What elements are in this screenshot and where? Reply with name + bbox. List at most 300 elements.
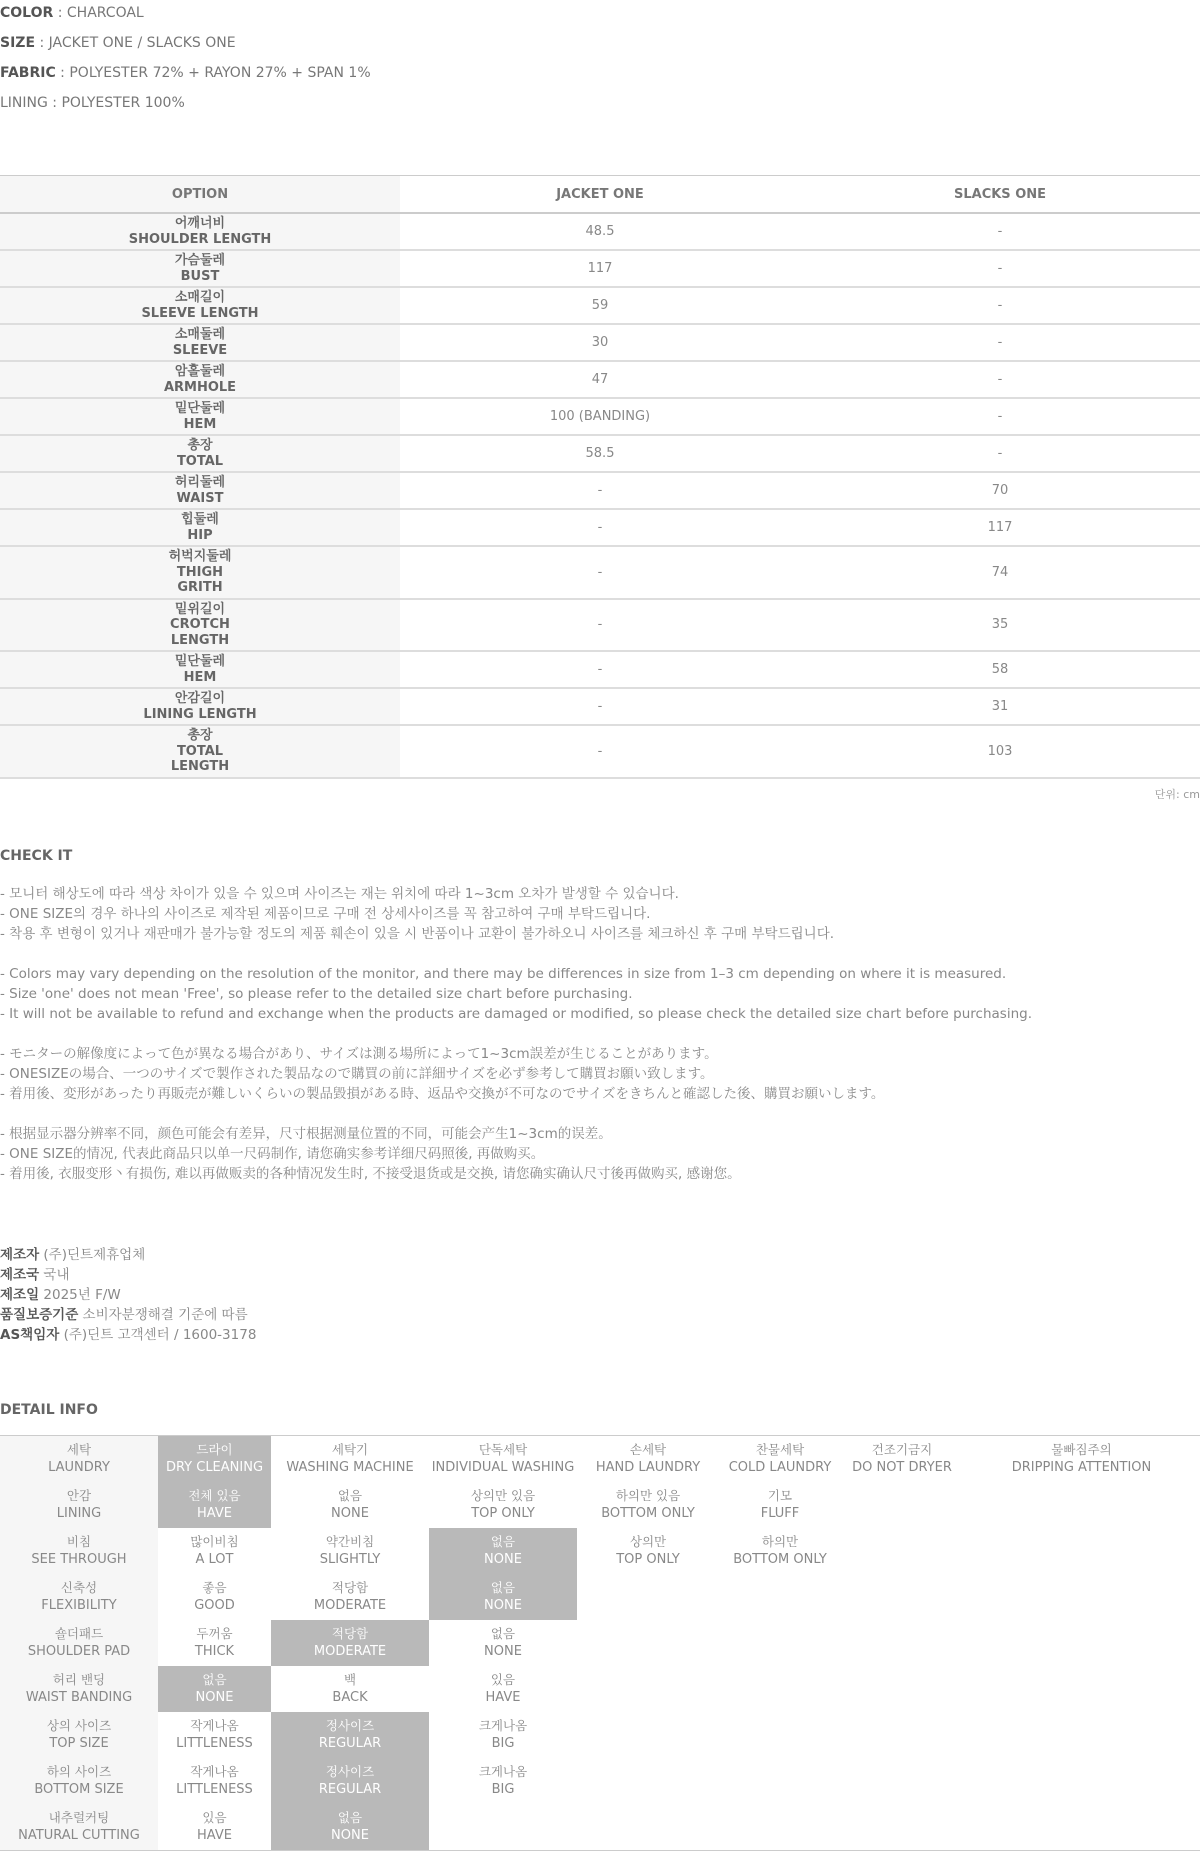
- detail-row-label: [0, 1666, 158, 1712]
- detail-option-selected: [271, 1758, 429, 1804]
- slacks-value: 74: [800, 546, 1200, 599]
- detail-empty-cell: [719, 1620, 841, 1666]
- note-line: - Size 'one' does not mean 'Free', so please refer to the detailed size chart before purchasing.: [0, 986, 633, 1002]
- detail-option-en: COLD LAUNDRY: [728, 1460, 832, 1475]
- detail-row-label: [0, 1436, 158, 1483]
- detail-option-en: SLIGHTLY: [319, 1552, 381, 1567]
- detail-option-kr: 적당함: [331, 1580, 369, 1595]
- size-row: [0, 472, 1200, 509]
- detail-label-kr: 비침: [66, 1534, 92, 1549]
- header-slacks: SLACKS ONE: [800, 176, 1200, 214]
- detail-label-en: TOP SIZE: [49, 1736, 109, 1751]
- detail-option: [577, 1436, 719, 1483]
- size-row: [0, 599, 1200, 652]
- size-row: [0, 509, 1200, 546]
- detail-option-kr: 전체 있음: [188, 1488, 241, 1503]
- detail-option-en: NONE: [195, 1690, 234, 1705]
- detail-empty-cell: [719, 1712, 841, 1758]
- detail-empty-cell: [577, 1758, 719, 1804]
- detail-option-en: NONE: [331, 1828, 369, 1843]
- size-row-option: [0, 599, 400, 652]
- detail-empty-cell: [841, 1758, 963, 1804]
- note-line: - It will not be available to refund and exchange when the products are damaged or modified, so please check the detailed size chart before purchasing.: [0, 1006, 1032, 1022]
- size-row-option: [0, 509, 400, 546]
- option-name-kr: 총장: [187, 438, 213, 453]
- detail-row-label: [0, 1804, 158, 1851]
- detail-option-kr: 없음: [337, 1810, 363, 1825]
- detail-empty-cell: [577, 1804, 719, 1851]
- detail-option: [429, 1758, 577, 1804]
- size-row: [0, 688, 1200, 725]
- detail-option-selected: [158, 1666, 271, 1712]
- option-name-en: WAIST: [176, 490, 224, 506]
- option-name-en: ARMHOLE: [163, 379, 237, 395]
- detail-option-en: INDIVIDUAL WASHING: [431, 1460, 575, 1475]
- detail-label-en: WAIST BANDING: [25, 1690, 133, 1705]
- detail-option: [719, 1528, 841, 1574]
- detail-empty-cell: [841, 1804, 963, 1851]
- detail-option-en: BACK: [332, 1690, 368, 1705]
- detail-option-en: BIG: [491, 1736, 515, 1751]
- note-line: - 모니터 해상도에 따라 색상 차이가 있을 수 있으며 사이즈는 재는 위치에 따라 1~3cm 오차가 발생할 수 있습니다.: [0, 886, 679, 902]
- jacket-value: 47: [400, 361, 800, 398]
- slacks-value: -: [800, 324, 1200, 361]
- maker-value: 2025년 F/W: [39, 1287, 121, 1303]
- option-name-kr: 힙둘레: [181, 512, 219, 527]
- detail-empty-cell: [963, 1482, 1200, 1528]
- detail-option: [158, 1528, 271, 1574]
- detail-option-en: BOTTOM ONLY: [601, 1506, 695, 1521]
- slacks-value: -: [800, 435, 1200, 472]
- detail-option-en: REGULAR: [318, 1782, 382, 1797]
- detail-option-en: DRIPPING ATTENTION: [1011, 1460, 1152, 1475]
- option-name-en: SLEEVE: [172, 342, 228, 358]
- detail-label-en: BOTTOM SIZE: [34, 1782, 124, 1797]
- option-name-kr: 암홀둘레: [174, 364, 226, 379]
- option-name-en: HEM: [183, 416, 217, 432]
- jacket-value: 58.5: [400, 435, 800, 472]
- detail-option-kr: 정사이즈: [325, 1718, 375, 1733]
- detail-option-kr: 기모: [767, 1488, 793, 1503]
- size-row-option: [0, 472, 400, 509]
- maker-label: AS책임자: [0, 1327, 60, 1343]
- size-row: [0, 287, 1200, 324]
- detail-option-kr: 좋음: [202, 1580, 227, 1595]
- detail-option: [719, 1436, 841, 1483]
- detail-option-en: DO NOT DRYER: [852, 1460, 952, 1475]
- option-name-en: TOTAL: [176, 453, 224, 469]
- size-row: [0, 725, 1200, 778]
- note-line: - ONE SIZE的情况, 代表此商品只以单一尺码制作, 请您确实参考详细尺码照後, 再做购买。: [0, 1146, 545, 1162]
- slacks-value: -: [800, 361, 1200, 398]
- detail-option-en: NONE: [484, 1644, 522, 1659]
- detail-option-kr: 드라이: [196, 1442, 233, 1457]
- detail-row: [0, 1712, 1200, 1758]
- detail-label-en: SHOULDER PAD: [27, 1644, 131, 1659]
- option-name-kr: 안감길이: [174, 691, 226, 706]
- detail-row: [0, 1758, 1200, 1804]
- check-it-title: CHECK IT: [0, 848, 73, 864]
- detail-option: [429, 1482, 577, 1528]
- option-name-kr: 소매둘레: [174, 327, 226, 342]
- option-name-kr: 소매길이: [174, 290, 226, 305]
- note-line: - ONE SIZE의 경우 하나의 사이즈로 제작된 제품이므로 구매 전 상세사이즈를 꼭 참고하여 구매 부탁드립니다.: [0, 906, 651, 922]
- detail-option-en: A LOT: [195, 1552, 234, 1567]
- detail-option-kr: 하의만: [761, 1534, 799, 1549]
- slacks-value: 58: [800, 651, 1200, 688]
- slacks-value: 35: [800, 599, 1200, 652]
- note-group: [0, 964, 1200, 1024]
- size-row-option: [0, 213, 400, 250]
- detail-option-kr: 작게나옴: [190, 1764, 239, 1779]
- slacks-value: -: [800, 287, 1200, 324]
- detail-option: [271, 1436, 429, 1483]
- detail-option-selected: [158, 1436, 271, 1483]
- detail-label-en: NATURAL CUTTING: [18, 1828, 140, 1843]
- unit-label: 단위: cm: [1154, 788, 1200, 801]
- detail-label-en: FLEXIBILITY: [41, 1598, 117, 1613]
- detail-option-en: REGULAR: [318, 1736, 382, 1751]
- detail-option: [158, 1758, 271, 1804]
- detail-option: [963, 1436, 1200, 1483]
- detail-empty-cell: [841, 1712, 963, 1758]
- detail-option-en: NONE: [331, 1506, 369, 1521]
- detail-option: [429, 1666, 577, 1712]
- note-line: - ONESIZEの場合、一つのサイズで製作された製品なので購買の前に詳細サイズを必ず参考して購買お願い致します。: [0, 1066, 714, 1082]
- detail-option-kr: 단독세탁: [478, 1442, 528, 1457]
- detail-option-en: HAND LAUNDRY: [595, 1460, 701, 1475]
- detail-option: [158, 1712, 271, 1758]
- note-line: - 根据显示器分辨率不同，颜色可能会有差异，尺寸根据测量位置的不同，可能会产生1~3cm的误差。: [0, 1126, 612, 1142]
- size-row: [0, 398, 1200, 435]
- detail-option-en: WASHING MACHINE: [286, 1460, 414, 1475]
- detail-option-selected: [271, 1804, 429, 1851]
- size-row: [0, 324, 1200, 361]
- detail-empty-cell: [963, 1620, 1200, 1666]
- detail-label-kr: 안감: [66, 1488, 92, 1503]
- detail-option-en: FLUFF: [760, 1506, 800, 1521]
- detail-label-kr: 세탁: [66, 1442, 92, 1457]
- size-row-option: [0, 725, 400, 778]
- detail-option: [271, 1528, 429, 1574]
- detail-option-en: LITTLENESS: [176, 1736, 253, 1751]
- size-row: [0, 546, 1200, 599]
- maker-line: [0, 1305, 256, 1325]
- jacket-value: 48.5: [400, 213, 800, 250]
- option-name-kr: 총장: [187, 728, 213, 743]
- detail-empty-cell: [963, 1666, 1200, 1712]
- jacket-value: -: [400, 509, 800, 546]
- detail-option-en: BOTTOM ONLY: [733, 1552, 827, 1567]
- spec-color: COLOR : CHARCOAL: [0, 5, 144, 21]
- jacket-value: -: [400, 472, 800, 509]
- detail-option: [271, 1482, 429, 1528]
- jacket-value: -: [400, 546, 800, 599]
- jacket-value: -: [400, 651, 800, 688]
- size-row-option: [0, 361, 400, 398]
- option-name-en: CROTCH: [170, 617, 230, 632]
- detail-empty-cell: [841, 1528, 963, 1574]
- maker-label: 제조자: [0, 1247, 40, 1263]
- detail-label-kr: 상의 사이즈: [46, 1718, 112, 1733]
- maker-value: (주)딘트 고객센터 / 1600-3178: [59, 1327, 257, 1343]
- detail-option-en: MODERATE: [313, 1644, 387, 1659]
- detail-option: [577, 1482, 719, 1528]
- option-name-kr: 허벅지둘레: [168, 549, 232, 564]
- detail-option-selected: [271, 1712, 429, 1758]
- size-row-option: [0, 250, 400, 287]
- detail-empty-cell: [963, 1804, 1200, 1851]
- detail-empty-cell: [577, 1574, 719, 1620]
- detail-empty-cell: [841, 1620, 963, 1666]
- detail-option-kr: 상의만: [629, 1534, 667, 1549]
- size-row-option: [0, 398, 400, 435]
- note-line: - 착용 후 변형이 있거나 재판매가 불가능할 정도의 제품 훼손이 있을 시 반품이나 교환이 불가하오니 사이즈를 체크하신 후 구매 부탁드립니다.: [0, 926, 835, 942]
- detail-row-label: [0, 1574, 158, 1620]
- detail-empty-cell: [719, 1666, 841, 1712]
- option-name-kr: 밑위길이: [174, 601, 226, 617]
- detail-row: [0, 1666, 1200, 1712]
- detail-option: [719, 1482, 841, 1528]
- detail-option-kr: 정사이즈: [325, 1764, 375, 1779]
- detail-option-kr: 약간비침: [325, 1534, 375, 1549]
- detail-option: [577, 1528, 719, 1574]
- size-chart-header: [0, 176, 1200, 214]
- spec-fabric: FABRIC : POLYESTER 72% + RAYON 27% + SPAN 1%: [0, 65, 371, 81]
- option-name-en: BUST: [180, 268, 220, 284]
- maker-label: 제조일: [0, 1287, 40, 1303]
- size-row-option: [0, 435, 400, 472]
- detail-empty-cell: [719, 1804, 841, 1851]
- note-group: [0, 884, 1200, 944]
- jacket-value: -: [400, 599, 800, 652]
- slacks-value: 117: [800, 509, 1200, 546]
- detail-option: [158, 1620, 271, 1666]
- option-name-kr: 밑단둘레: [174, 654, 226, 669]
- size-row-option: [0, 546, 400, 599]
- size-row: [0, 250, 1200, 287]
- detail-empty-cell: [719, 1574, 841, 1620]
- detail-option-kr: 있음: [490, 1672, 516, 1687]
- detail-row: [0, 1436, 1200, 1483]
- detail-option-kr: 없음: [490, 1534, 516, 1549]
- detail-option-kr: 하의만 있음: [615, 1488, 681, 1503]
- detail-empty-cell: [963, 1528, 1200, 1574]
- detail-empty-cell: [841, 1574, 963, 1620]
- detail-option-en: NONE: [484, 1552, 522, 1567]
- option-name-en: LENGTH: [170, 632, 230, 648]
- detail-row: [0, 1574, 1200, 1620]
- detail-option-en: TOP ONLY: [471, 1506, 535, 1521]
- size-row-option: [0, 324, 400, 361]
- detail-row-label: [0, 1620, 158, 1666]
- detail-empty-cell: [841, 1482, 963, 1528]
- detail-option-en: HAVE: [485, 1690, 521, 1705]
- detail-option-kr: 두꺼움: [196, 1626, 233, 1641]
- slacks-value: -: [800, 250, 1200, 287]
- jacket-value: -: [400, 688, 800, 725]
- maker-line: [0, 1245, 256, 1265]
- detail-option-kr: 찬물세탁: [755, 1442, 805, 1457]
- detail-option-kr: 적당함: [331, 1626, 369, 1641]
- option-name-kr: 어깨너비: [174, 216, 226, 231]
- header-option: OPTION: [0, 176, 400, 214]
- size-row: [0, 435, 1200, 472]
- detail-label-en: SEE THROUGH: [31, 1552, 127, 1567]
- option-name-en: SHOULDER LENGTH: [128, 231, 272, 247]
- detail-option-en: NONE: [484, 1598, 522, 1613]
- detail-option: [841, 1436, 963, 1483]
- maker-label: 제조국: [0, 1267, 40, 1283]
- detail-option: [271, 1574, 429, 1620]
- detail-row-label: [0, 1758, 158, 1804]
- detail-row: [0, 1528, 1200, 1574]
- detail-option: [429, 1436, 577, 1483]
- size-row: [0, 361, 1200, 398]
- slacks-value: 103: [800, 725, 1200, 778]
- detail-option-kr: 손세탁: [629, 1442, 667, 1457]
- maker-value: 소비자분쟁해결 기준에 따름: [78, 1307, 248, 1323]
- detail-option-en: TOP ONLY: [616, 1552, 680, 1567]
- maker-line: [0, 1265, 256, 1285]
- maker-line: [0, 1325, 256, 1345]
- detail-option-kr: 없음: [202, 1672, 227, 1687]
- check-it-notes: [0, 884, 1200, 1204]
- detail-option-kr: 없음: [337, 1488, 363, 1503]
- detail-option-kr: 건조기금지: [871, 1442, 933, 1457]
- jacket-value: 117: [400, 250, 800, 287]
- size-chart-table: [0, 175, 1200, 779]
- note-line: - Colors may vary depending on the resolution of the monitor, and there may be differences in size from 1–3 cm depending on where it is measured.: [0, 966, 1007, 982]
- detail-empty-cell: [841, 1666, 963, 1712]
- detail-empty-cell: [577, 1712, 719, 1758]
- detail-row: [0, 1804, 1200, 1851]
- detail-label-kr: 내추럴커팅: [48, 1810, 110, 1825]
- detail-info-table: [0, 1435, 1200, 1851]
- detail-empty-cell: [963, 1574, 1200, 1620]
- spec-size: SIZE : JACKET ONE / SLACKS ONE: [0, 35, 236, 51]
- size-row-option: [0, 688, 400, 725]
- size-row: [0, 651, 1200, 688]
- product-specs: [0, 2, 371, 122]
- detail-option-kr: 없음: [490, 1580, 516, 1595]
- jacket-value: -: [400, 725, 800, 778]
- detail-option-kr: 많이비침: [190, 1534, 239, 1549]
- detail-option: [429, 1620, 577, 1666]
- detail-option-en: HAVE: [197, 1828, 232, 1843]
- detail-label-kr: 숄더패드: [54, 1626, 104, 1641]
- detail-row-label: [0, 1482, 158, 1528]
- detail-empty-cell: [719, 1758, 841, 1804]
- detail-label-en: LINING: [56, 1506, 102, 1521]
- detail-label-en: LAUNDRY: [48, 1460, 110, 1475]
- size-row: [0, 213, 1200, 250]
- detail-option: [271, 1666, 429, 1712]
- detail-option-kr: 백: [343, 1672, 357, 1687]
- detail-option-en: MODERATE: [313, 1598, 387, 1613]
- size-row-option: [0, 651, 400, 688]
- jacket-value: 100 (BANDING): [400, 398, 800, 435]
- detail-empty-cell: [577, 1620, 719, 1666]
- note-group: [0, 1044, 1200, 1104]
- note-line: - 着用後、変形があったり再販売が難しいくらいの製品毀損がある時、返品や交換が不可なのでサイズをきちんと確認した後、購買お願いします。: [0, 1086, 885, 1102]
- manufacturer-info: [0, 1245, 256, 1345]
- note-group: [0, 1124, 1200, 1184]
- detail-option: [429, 1712, 577, 1758]
- detail-option-kr: 물빠짐주의: [1051, 1442, 1112, 1457]
- detail-row-label: [0, 1712, 158, 1758]
- detail-option: [158, 1574, 271, 1620]
- detail-option-selected: [429, 1528, 577, 1574]
- option-name-kr: 밑단둘레: [174, 401, 226, 416]
- detail-row: [0, 1620, 1200, 1666]
- option-name-kr: 가슴둘레: [174, 253, 226, 268]
- option-name-en: GRITH: [177, 580, 223, 595]
- slacks-value: 70: [800, 472, 1200, 509]
- detail-label-kr: 신축성: [60, 1580, 98, 1595]
- detail-empty-cell: [577, 1666, 719, 1712]
- jacket-value: 59: [400, 287, 800, 324]
- detail-row: [0, 1482, 1200, 1528]
- detail-option-en: BIG: [491, 1782, 515, 1797]
- maker-value: (주)딘트제휴업체: [39, 1247, 146, 1263]
- detail-empty-cell: [429, 1804, 577, 1851]
- detail-option-kr: 없음: [490, 1626, 516, 1641]
- detail-label-kr: 허리 밴딩: [52, 1672, 106, 1687]
- spec-lining: LINING : POLYESTER 100%: [0, 95, 185, 111]
- option-name-en: HIP: [187, 527, 213, 543]
- detail-option-selected: [271, 1620, 429, 1666]
- maker-value: 국내: [39, 1267, 70, 1283]
- note-line: - モニターの解像度によって色が異なる場合があり、サイズは測る場所によって1~3cm誤差が生じることがあります。: [0, 1046, 718, 1062]
- detail-option-kr: 상의만 있음: [470, 1488, 536, 1503]
- option-name-en: SLEEVE LENGTH: [141, 305, 259, 321]
- detail-option-en: THICK: [194, 1644, 235, 1659]
- detail-option-kr: 작게나옴: [190, 1718, 239, 1733]
- detail-option-kr: 크게나옴: [478, 1718, 528, 1733]
- jacket-value: 30: [400, 324, 800, 361]
- detail-option-en: HAVE: [197, 1506, 232, 1521]
- header-jacket: JACKET ONE: [400, 176, 800, 214]
- maker-line: [0, 1285, 256, 1305]
- option-name-en: HEM: [183, 669, 217, 685]
- detail-option-en: DRY CLEANING: [165, 1460, 264, 1475]
- detail-option-kr: 있음: [202, 1810, 227, 1825]
- slacks-value: 31: [800, 688, 1200, 725]
- detail-info-title: DETAIL INFO: [0, 1402, 98, 1418]
- detail-option-en: GOOD: [194, 1598, 235, 1613]
- detail-option-en: LITTLENESS: [176, 1782, 253, 1797]
- option-name-en: LINING LENGTH: [143, 706, 257, 722]
- detail-option-kr: 크게나옴: [478, 1764, 528, 1779]
- option-name-en: LENGTH: [170, 759, 230, 774]
- slacks-value: -: [800, 213, 1200, 250]
- size-row-option: [0, 287, 400, 324]
- detail-option-selected: [429, 1574, 577, 1620]
- option-name-en: TOTAL: [176, 743, 224, 759]
- detail-label-kr: 하의 사이즈: [46, 1764, 112, 1779]
- detail-option-selected: [158, 1482, 271, 1528]
- detail-row-label: [0, 1528, 158, 1574]
- option-name-en: THIGH: [176, 564, 224, 580]
- maker-label: 품질보증기준: [0, 1307, 79, 1323]
- detail-empty-cell: [963, 1758, 1200, 1804]
- detail-option-kr: 세탁기: [331, 1442, 369, 1457]
- slacks-value: -: [800, 398, 1200, 435]
- option-name-kr: 허리둘레: [174, 475, 226, 490]
- note-line: - 着用後, 衣服变形丶有损伤, 难以再做贩卖的各种情况发生时, 不接受退货或是交换, 请您确实确认尺寸後再做购买, 感谢您。: [0, 1166, 741, 1182]
- detail-empty-cell: [963, 1712, 1200, 1758]
